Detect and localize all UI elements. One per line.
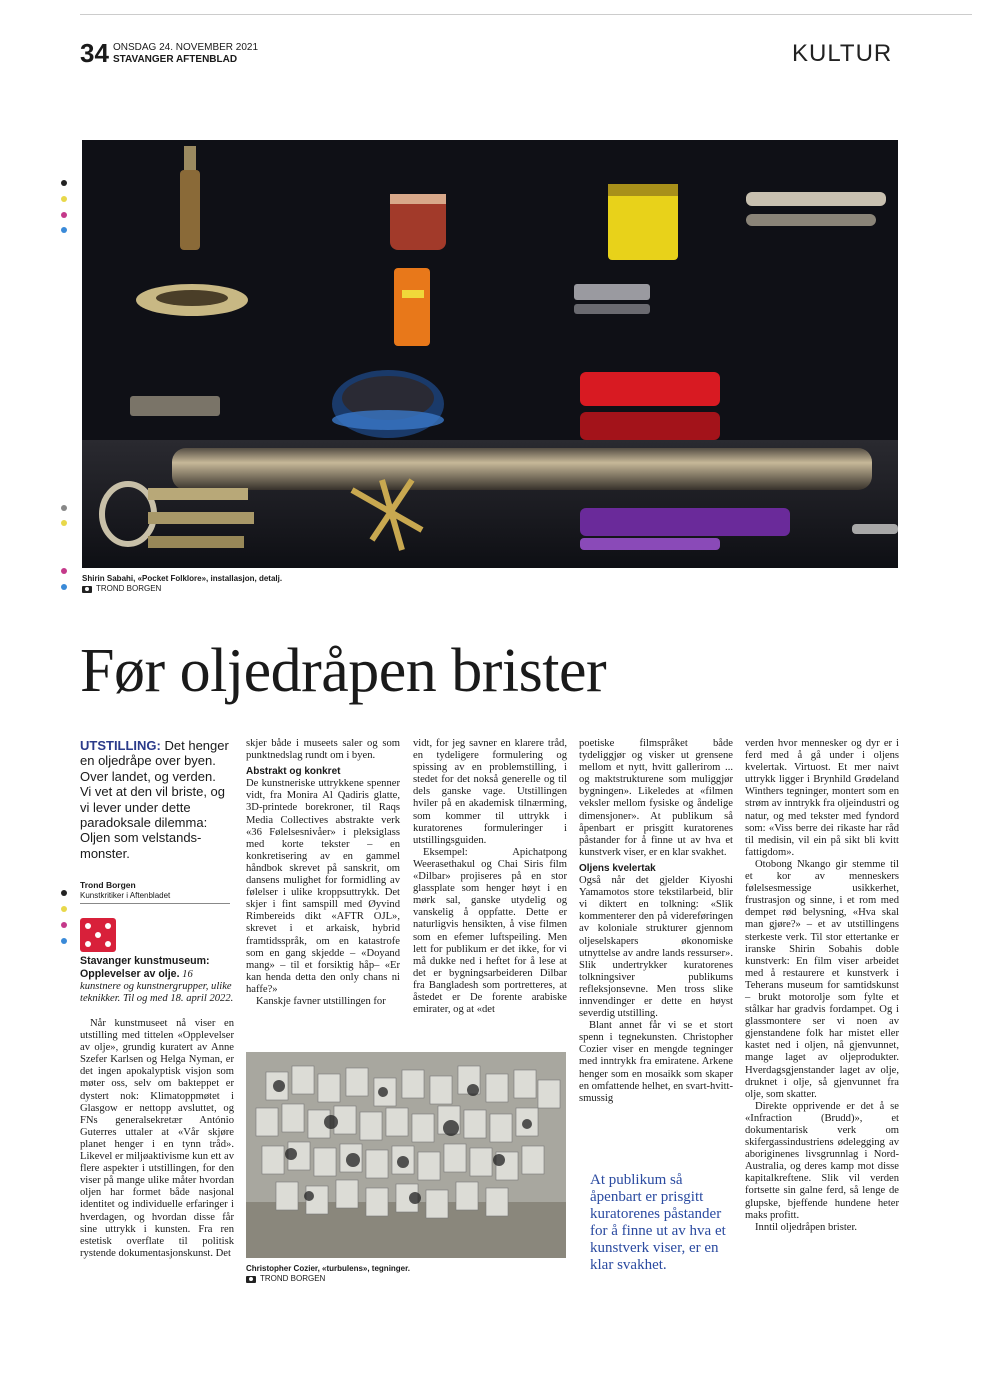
main-photo bbox=[82, 140, 898, 568]
margin-dot bbox=[61, 520, 67, 526]
column-2 bbox=[246, 738, 400, 1008]
column-3 bbox=[413, 738, 567, 1016]
camera-icon bbox=[246, 1276, 256, 1283]
paragraph: Når kunstmuseet nå viser en utstilling med tittelen «Opplevelser av olje», grundig kuratert av Anne Szefer Karlsen og Helga Nyman, er det ingen apokalyptisk visjon som møter oss, selv om bakteppet er dystert nok: Klimatoppmøtet i Glasgow er nettopp avsluttet, og FNs generalsekretær António Guterres uttaler at «Vår skjøre planet henger i en tynn tråd». Likevel er miljøaktivisme kun ett av flere aspekter i utstillingen, for den viser på mange ulike måter hvordan oljen har formet både nasjonal identitet og individuelle erfaringer i hverdagen, og hvordan disse får sine uttrykk i kunsten. Fra ren estetisk overflate til politisk rystende dokumentasjonskunst. Det bbox=[80, 1018, 234, 1259]
page-number: 34 bbox=[80, 38, 109, 68]
margin-dot bbox=[61, 212, 67, 218]
turbulens-image bbox=[246, 1052, 566, 1258]
pocket-folklore-image bbox=[82, 140, 898, 568]
caption-text: Shirin Sabahi, «Pocket Folklore», installasjon, detalj. bbox=[82, 574, 283, 583]
margin-dot bbox=[61, 890, 67, 896]
camera-icon bbox=[82, 586, 92, 593]
fact-box bbox=[80, 955, 236, 1005]
photo2-caption bbox=[246, 1264, 410, 1284]
section-label: KULTUR bbox=[792, 40, 893, 67]
paragraph: Eksempel: Apichatpong Weerasethakul og Chai Siris film «Dilbar» projiseres på en stor glassplate som henger høyt i en mørk sal, ganske utydelig og vanskelig å oppfatte. Dette er naturligvis hensikten, å vise filmen som en efemer luftspeiling. Men lett for publikum er det ikke, for vi må dukke ned i heftet for å lese at det er bygningsarbeideren Dilbar fra Bangladesh som portretteres, at åstedet er De forente arabiske emirater, og at «det bbox=[413, 846, 567, 1016]
margin-dot bbox=[61, 505, 67, 511]
date: ONSDAG 24. NOVEMBER 2021 bbox=[113, 42, 259, 53]
column-5 bbox=[745, 738, 899, 1234]
ingress bbox=[80, 738, 230, 861]
author-role: Kunstkritiker i Aftenbladet bbox=[80, 891, 171, 900]
margin-dot bbox=[61, 227, 67, 233]
fact-details: 16 kunstnere og kunstnergrupper, ulike teknikker. Til og med 18. april 2022. bbox=[80, 969, 234, 1005]
margin-dot bbox=[61, 196, 67, 202]
paragraph: poetiske filmspråket både tydeliggjør og visker ut grensene mellom et nytt, hvitt gallerirom ... og maktstrukturene som muliggjør bygningen». Likeledes at «filmen veksler mellom fysiske og åndelige dimensjoner». At publikum så åpenbart er prisgitt kuratorenes påstander for å finne ut av hva et kunstverk viser, er en klar svakhet. bbox=[579, 738, 733, 858]
drawings-photo bbox=[246, 1052, 566, 1258]
paragraph: skjer både i museets saler og som punktnedslag rundt om i byen. bbox=[246, 738, 400, 762]
column-4 bbox=[579, 738, 733, 1105]
subheading: Oljens kvelertak bbox=[579, 862, 656, 874]
photo-credit bbox=[82, 584, 282, 594]
author-name: Trond Borgen bbox=[80, 880, 136, 890]
paragraph: vidt, for jeg savner en klarere tråd, en tydeligere formulering og spissing av en problemstilling, i stedet for det nokså generelle og til dels ganske vage. Utstillingen hviler på en akademisk tilnærming, som kommer til uttrykk i kuratorenes formuleringer i utstillingsguiden. bbox=[413, 738, 567, 846]
venue: Stavanger kunstmuseum: Opplevelser av olje. bbox=[80, 955, 210, 981]
headline: Før oljedråpen brister bbox=[80, 637, 607, 705]
subheading: Abstrakt og konkret bbox=[246, 766, 341, 778]
paragraph: Otobong Nkango gir stemme til et kor av menneskers følelsesmessige usikkerhet, frustrasjon og sinne, i et rom med dempet rød belysning, «Hva skal man gjøre?» – et av utstillingens sterkeste verk. Til stor ettertanke er iranske Shirin Sobahis doble kunstverk: En film viser arbeidet med å restaurere et kunstverk i Teherans museum for samtidskunst – brukt motorolje som fylte et stålkar har gradvis fordampet. Og i glassmontere ser vi noen av gjenstandene folk har mistet eller kastet ned i oljen, nå gjenvunnet, mange laget av oljeprodukter. Hverdagsgjenstander laget av olje, druknet i olje, så gjenvunnet fra olje, som skatter. bbox=[745, 858, 899, 1100]
credit-text: TROND BORGEN bbox=[260, 1274, 326, 1283]
photo-caption bbox=[82, 574, 282, 594]
top-rule bbox=[80, 14, 972, 15]
ingress-text: Det henger en oljedråpe over byen. Over landet, og verden. Vi vet at den vil briste, og vi lever under dette paradoksale dilemma: Oljen som velstands-monster. bbox=[80, 738, 229, 861]
paragraph: Kanskje favner utstillingen for bbox=[256, 995, 386, 1007]
dice-rating-icon bbox=[80, 918, 116, 952]
paragraph: Blant annet får vi se et stort spenn i tegnekunsten. Christopher Cozier viser en mengde tegninger med inntrykk fra emiratene. Arkene henger som en mosaikk som skaper en omfattende helhet, en svart-hvitt-smussig bbox=[579, 1020, 733, 1104]
margin-dot bbox=[61, 568, 67, 574]
margin-dot bbox=[61, 180, 67, 186]
byline bbox=[80, 880, 230, 904]
column-1 bbox=[80, 1018, 234, 1260]
credit-text: TROND BORGEN bbox=[96, 584, 162, 593]
paragraph: Også når det gjelder Kiyoshi Yamamotos store tekstilarbeid, blir vi diktert en tolkning: «Slik kommenterer den på videreføringen av koloniale strukturer gjennom oljeselskapers økonomiske utnyttelse av andre lands ressurser». Slik undertrykker kuratorenes tolkningsiver publikums refleksjonsevne. Men tross slike innvendinger er dette en høyst severdig utstilling. bbox=[579, 875, 733, 1020]
kicker: UTSTILLING: bbox=[80, 738, 161, 753]
margin-dot bbox=[61, 922, 67, 928]
paragraph: Direkte opprivende er det å se «Infraction (Brudd)», et dokumentarisk verk om skifergassindustriens ødelegging av aboriginenes livsgrunnlag i Nord-Australia, og deres kamp mot disse kapitalkreftene. Slik vil verden fortsette sin galne ferd, så lenge de glupske, bjeffende hundene heter maks profitt. bbox=[745, 1100, 899, 1221]
caption-text: Christopher Cozier, «turbulens», tegninger. bbox=[246, 1264, 411, 1273]
margin-dot bbox=[61, 938, 67, 944]
pull-quote: At publikum så åpenbart er prisgitt kuratorenes påstander for å finne ut av hva et kunstverk viser, er en klar svakhet. bbox=[590, 1172, 726, 1273]
paragraph: De kunstneriske uttrykkene spenner vidt, fra Monira Al Qadiris glatte, 3D-printede borekroner, til Raqs Media Collectives abstrakte verk «36 Følelsesnivåer» i pleksiglass med korte tekster – en konkretisering av en gammel håndbok skrevet på sanskrit, om dansens mulighet for formidling av følelser i ulike kroppsuttrykk. Det skjer i fint samspill med Øyvind Rimbereids dikt «AFTR OJL», skrevet i et arkaisk, hybrid framtidsspråk, om en katastrofe som en gang skjedde – «Doyand mang» – til et forsiktig håp– «Er kan henda detta den only chans ni haffe?» bbox=[246, 778, 400, 995]
photo-credit bbox=[246, 1274, 410, 1284]
margin-dot bbox=[61, 584, 67, 590]
paragraph: verden hvor mennesker og dyr er i ferd med å gå under i oljens kvelertak. Virtuost. Et mer naivt uttrykk ligger i Brynhild Grødeland Winthers tegninger, montert som en strøm av inntrykk fra oljeindustri og natur, og med tekster med fyndord som: «Viss berre dei rikaste har råd til medisin, vil ein på sikt bli kvitt fattigdom». bbox=[745, 738, 899, 858]
dateline bbox=[113, 42, 258, 66]
paper-name: STAVANGER AFTENBLAD bbox=[113, 54, 238, 65]
paragraph: Inntil oljedråpen brister. bbox=[755, 1221, 858, 1233]
margin-dot bbox=[61, 906, 67, 912]
